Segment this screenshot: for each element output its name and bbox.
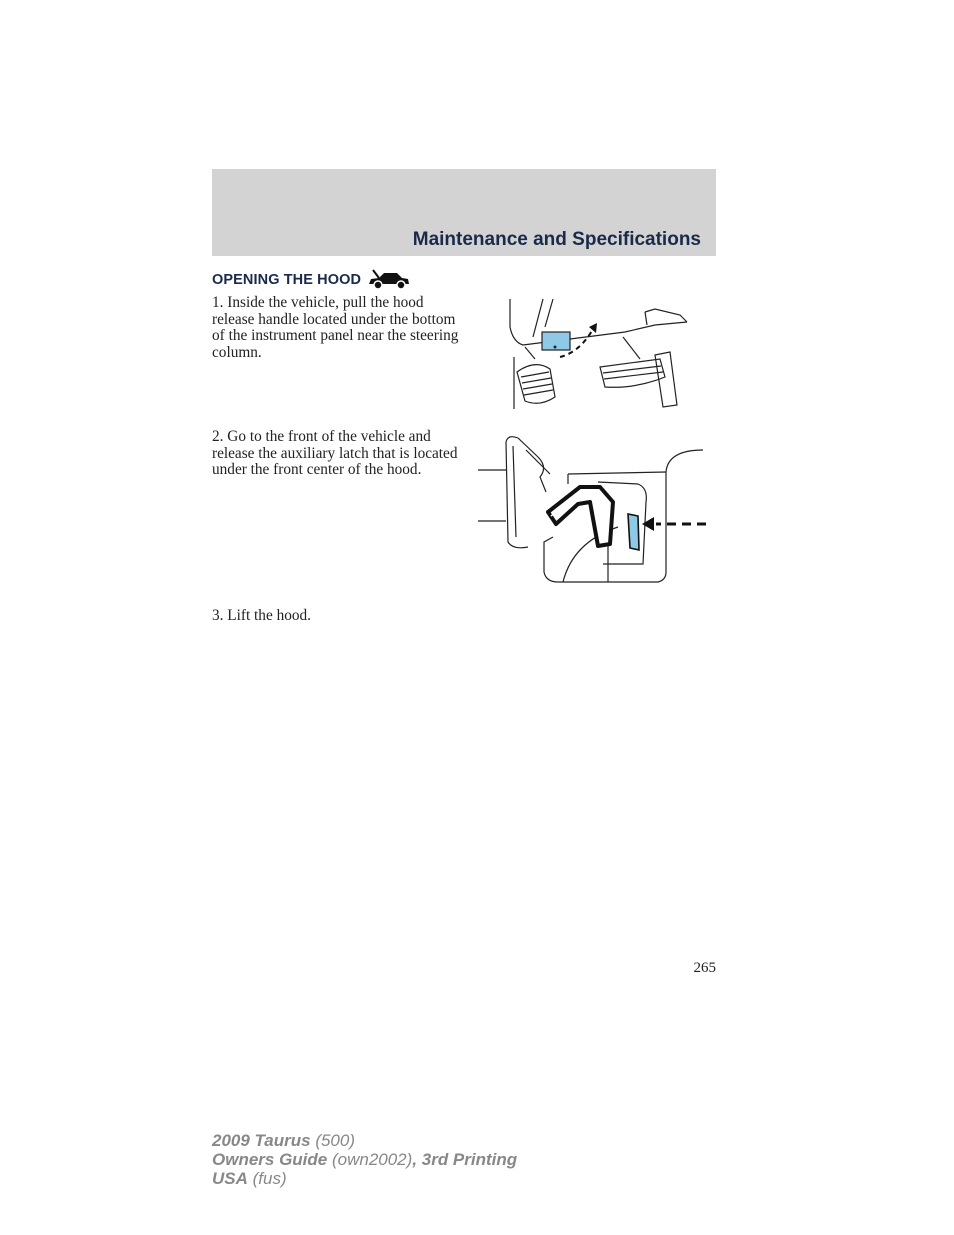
step-2-text: 2. Go to the front of the vehicle and release the auxiliary latch that is located under the front center of the hood. <box>212 428 458 478</box>
header-band <box>212 169 716 256</box>
step-3-text: 3. Lift the hood. <box>212 607 311 624</box>
footer-line-3 <box>212 1169 517 1188</box>
footer-model: 2009 Taurus <box>212 1131 311 1150</box>
section-heading-text: OPENING THE HOOD <box>212 272 362 288</box>
footer-model-code: (500) <box>310 1131 356 1150</box>
footer-market-code: (fus) <box>247 1169 287 1188</box>
footer-line-1 <box>212 1131 517 1150</box>
footer-guide: Owners Guide <box>212 1150 328 1169</box>
page-header-title: Maintenance and Specifications <box>412 229 701 250</box>
footer-guide-code: (own2002) <box>327 1150 413 1169</box>
page-number: 265 <box>693 960 716 976</box>
footer-line-2 <box>212 1150 517 1169</box>
section-heading <box>212 269 411 291</box>
auxiliary-latch-illustration <box>478 432 710 586</box>
step-1-text: 1. Inside the vehicle, pull the hood release handle located under the bottom of the instrument panel near the steering column. <box>212 294 459 361</box>
hood-release-handle-illustration <box>505 297 691 411</box>
footer-printing: , 3rd Printing <box>412 1150 518 1169</box>
car-hood-icon <box>367 269 411 291</box>
document-footer <box>212 1131 517 1188</box>
footer-market: USA <box>212 1169 248 1188</box>
